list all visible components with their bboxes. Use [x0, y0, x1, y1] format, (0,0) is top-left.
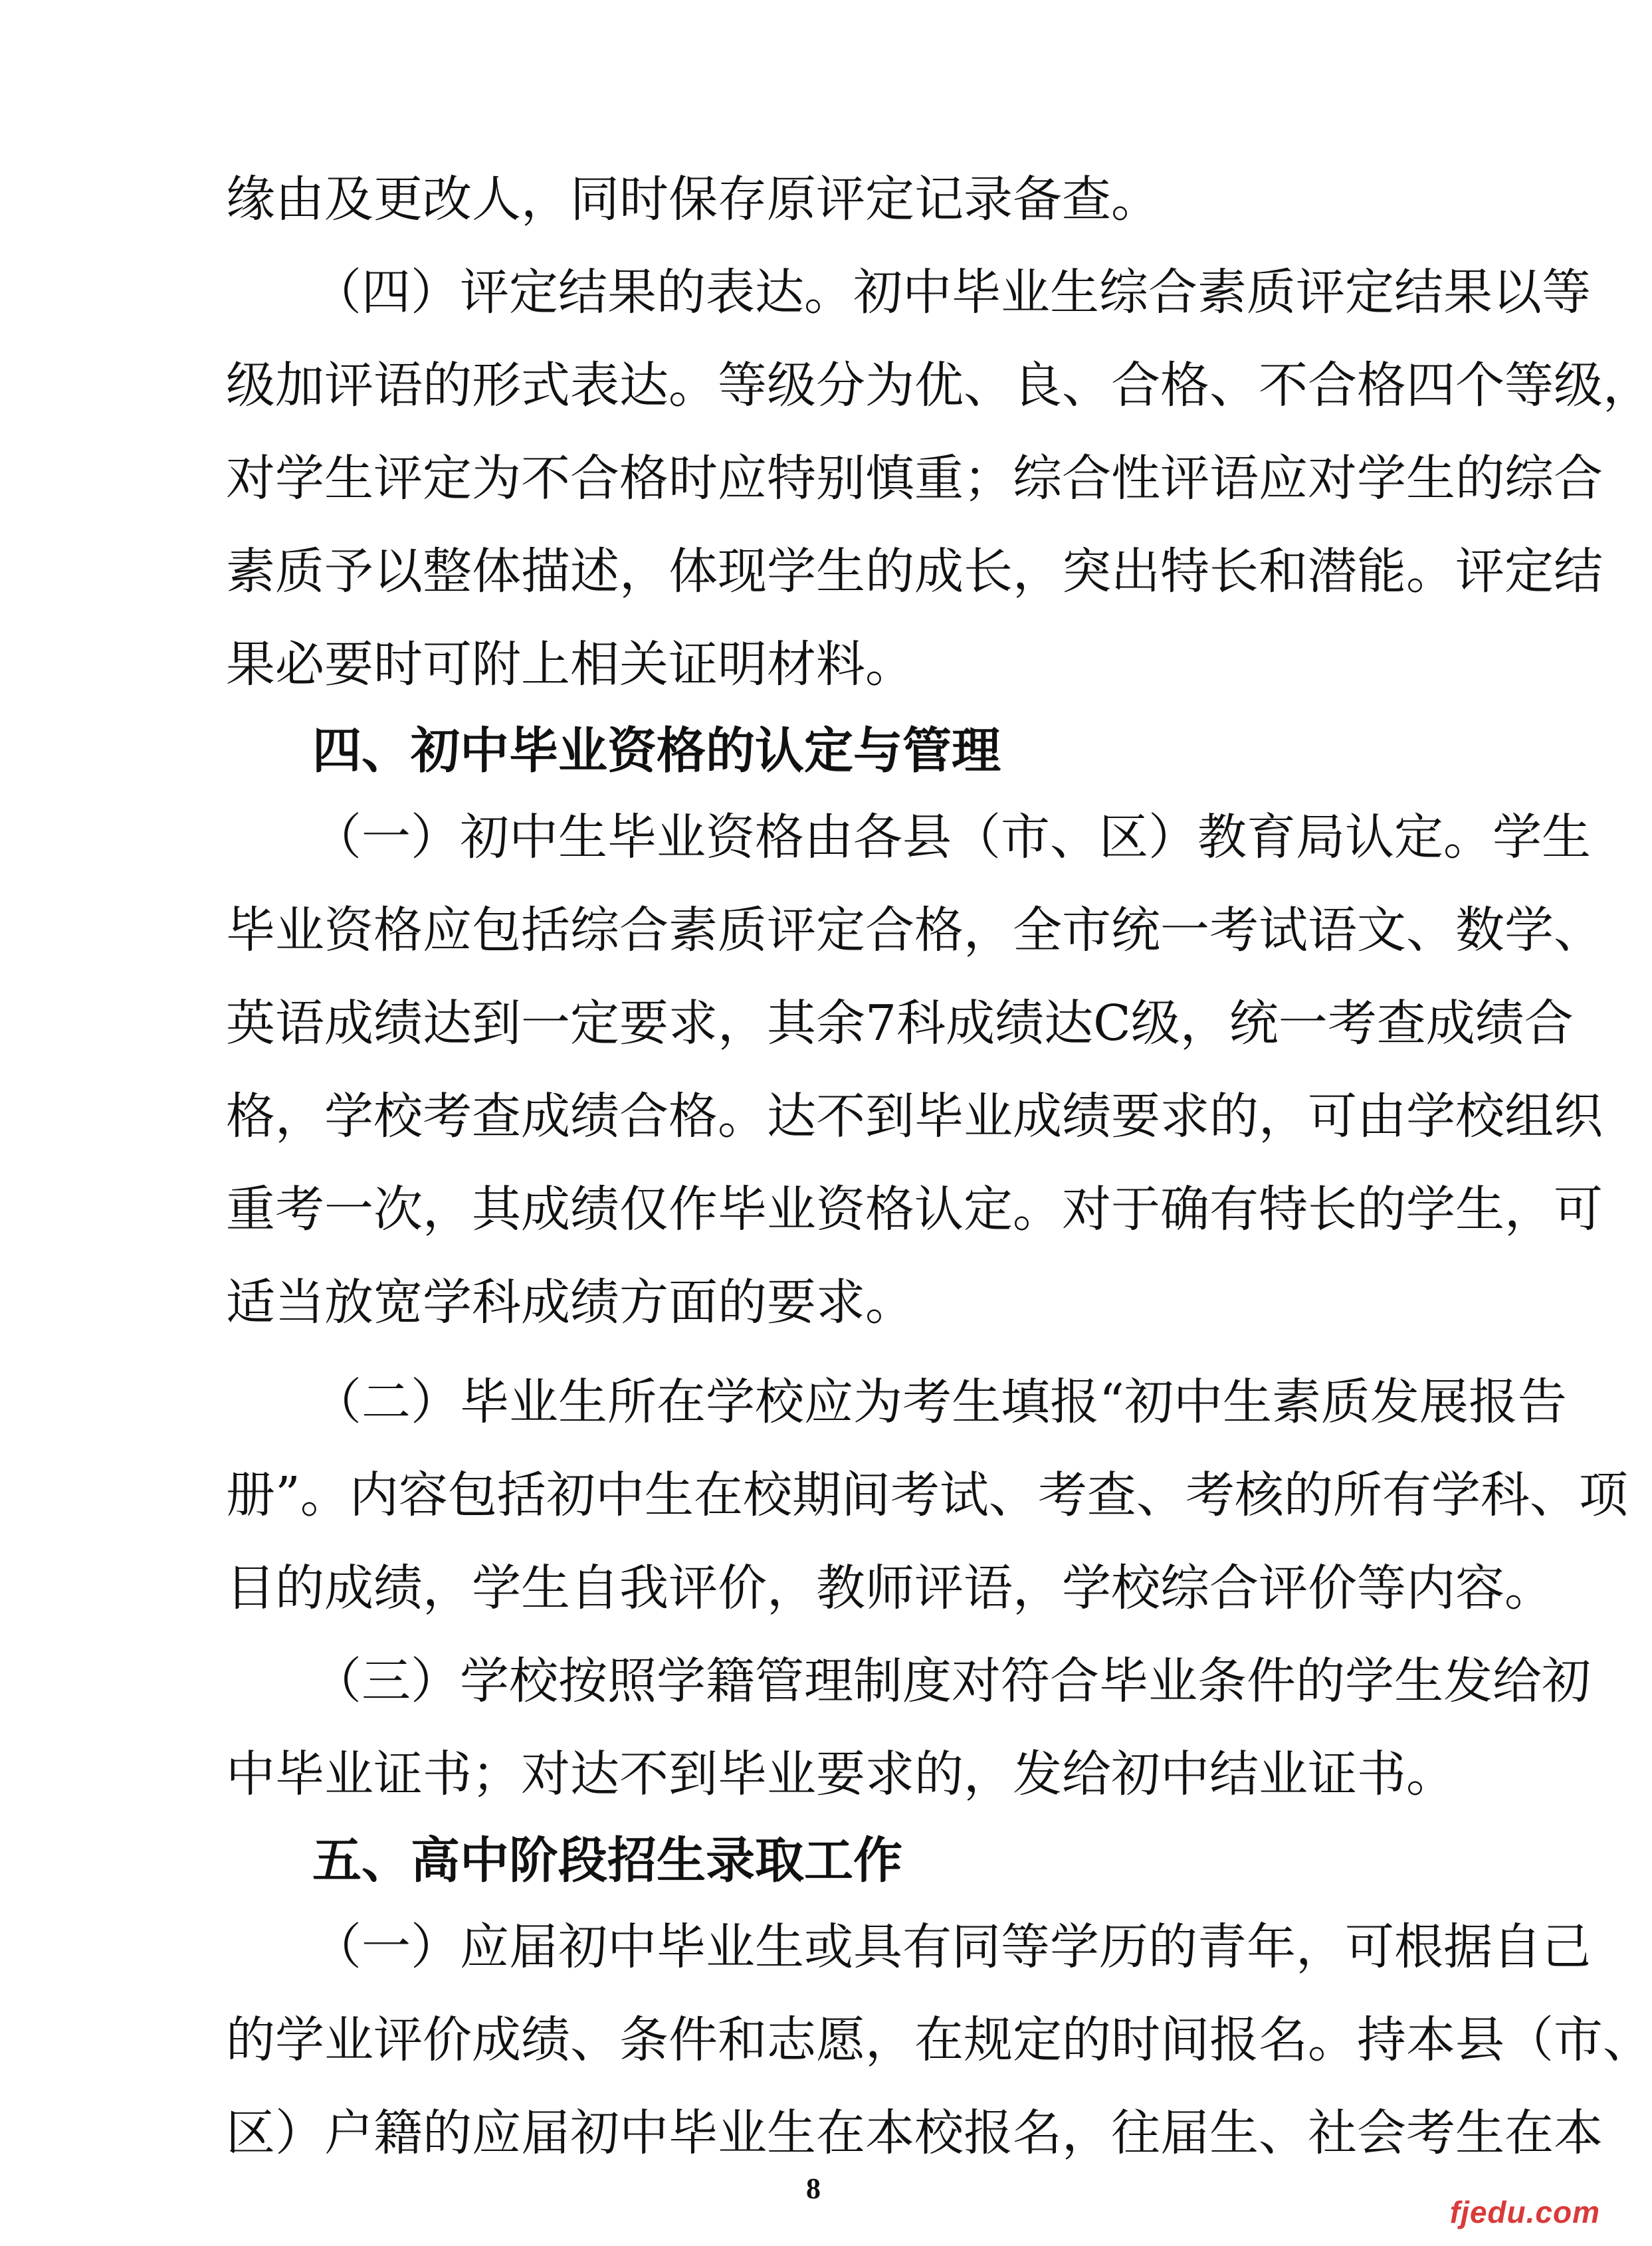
paragraph-start-line: （一）应届初中毕业生或具有同等学历的青年，可根据自己: [312, 1918, 1591, 1976]
paragraph-start-line: （二）毕业生所在学校应为考生填报“初中生素质发展报告: [312, 1374, 1567, 1431]
paragraph-start-line: （三）学校按照学籍管理制度对符合毕业条件的学生发给初: [312, 1653, 1591, 1710]
text-line: 区）户籍的应届初中毕业生在本校报名，往届生、社会考生在本: [226, 2104, 1603, 2162]
text-line: 素质予以整体描述，体现学生的成长，突出特长和潜能。评定结: [226, 543, 1603, 600]
text-line: 毕业资格应包括综合素质评定合格，全市统一考试语文、数学、: [226, 902, 1603, 959]
page-number: 8: [806, 2172, 821, 2205]
text-line: 中毕业证书；对达不到毕业要求的，发给初中结业证书。: [226, 1746, 1455, 1803]
text-line: 适当放宽学科成绩方面的要求。: [226, 1274, 914, 1331]
site-watermark: fjedu.com: [1449, 2195, 1600, 2229]
paragraph-start-line: （四）评定结果的表达。初中毕业生综合素质评定结果以等: [312, 264, 1591, 321]
text-line: 缘由及更改人，同时保存原评定记录备查。: [226, 171, 1160, 228]
text-line: 对学生评定为不合格时应特别慎重；综合性评语应对学生的综合: [226, 450, 1603, 507]
text-line: 格，学校考查成绩合格。达不到毕业成绩要求的，可由学校组织: [226, 1088, 1603, 1145]
text-line: 的学业评价成绩、条件和志愿，在规定的时间报名。持本县（市、: [226, 2011, 1652, 2069]
text-line: 重考一次，其成绩仅作毕业资格认定。对于确有特长的学生，可: [226, 1181, 1603, 1238]
text-line: 英语成绩达到一定要求，其余7科成绩达C级，统一考查成绩合: [226, 995, 1574, 1052]
text-line: 目的成绩，学生自我评价，教师评语，学校综合评价等内容。: [226, 1560, 1554, 1617]
section-heading: 五、高中阶段招生录取工作: [312, 1832, 902, 1889]
section-heading: 四、初中毕业资格的认定与管理: [312, 722, 1001, 779]
text-line: 册”。内容包括初中生在校期间考试、考查、考核的所有学科、项: [226, 1467, 1628, 1524]
text-line: 果必要时可附上相关证明材料。: [226, 636, 914, 693]
text-line: 级加评语的形式表达。等级分为优、良、合格、不合格四个等级，: [226, 357, 1652, 414]
paragraph-start-line: （一）初中生毕业资格由各县（市、区）教育局认定。学生: [312, 809, 1591, 866]
